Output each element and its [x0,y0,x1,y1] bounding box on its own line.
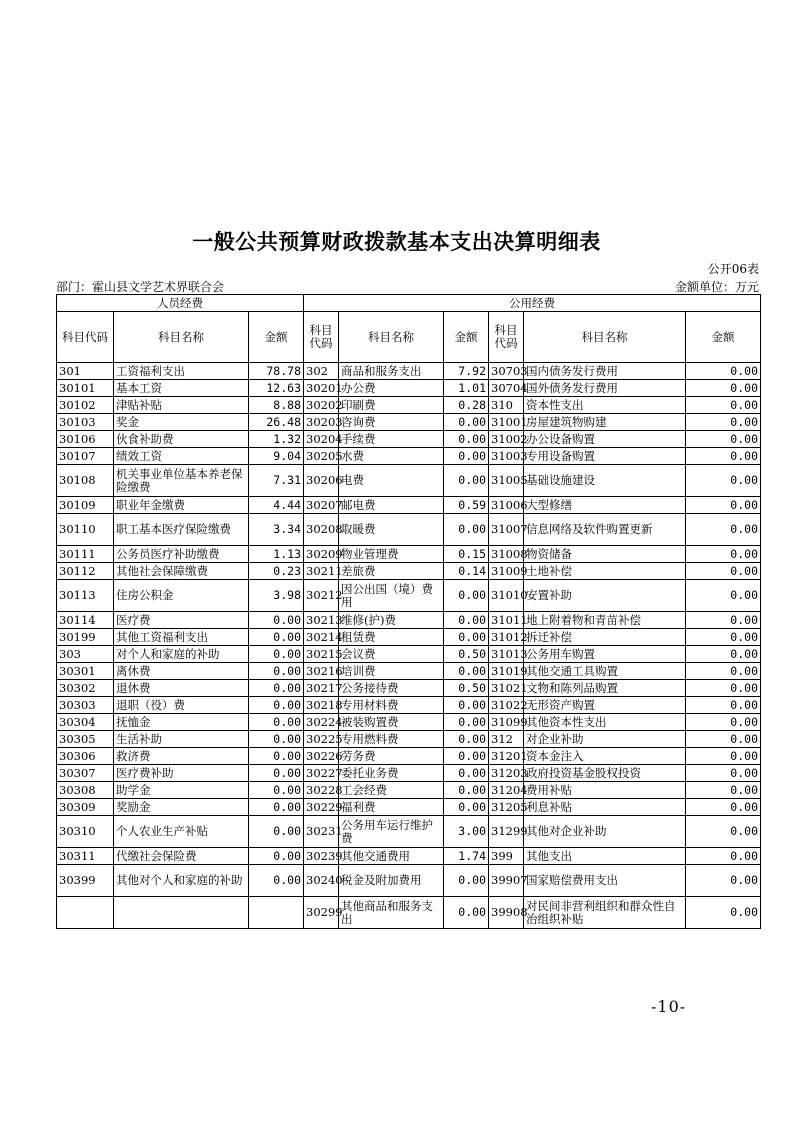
amount-cell: 0.00 [249,714,304,731]
amount-cell: 0.00 [686,465,761,497]
amount-cell: 0.00 [444,580,489,612]
amount-cell: 26.48 [249,414,304,431]
subject-code-cell: 30217 [304,680,339,697]
amount-column-header: 金额 [444,312,489,363]
subject-name-cell: 利息补贴 [524,799,686,816]
subject-name-cell: 信息网络及软件购置更新 [524,514,686,546]
department-label: 部门：霍山县文学艺术界联合会 [56,280,225,294]
amount-cell: 0.00 [444,714,489,731]
amount-cell: 0.00 [686,782,761,799]
code-column-header: 科目代码 [304,312,339,363]
subject-name-cell: 其他商品和服务支出 [339,897,444,929]
subject-name-cell [114,897,249,929]
subject-code-cell [57,897,114,929]
amount-cell: 12.63 [249,380,304,397]
subject-code-cell: 30209 [304,546,339,563]
subject-name-cell: 对企业补助 [524,731,686,748]
subject-code-cell: 30303 [57,697,114,714]
amount-cell: 0.23 [249,563,304,580]
amount-cell: 0.00 [686,580,761,612]
name-column-header: 科目名称 [339,312,444,363]
amount-cell: 1.74 [444,848,489,865]
subject-name-cell: 租赁费 [339,629,444,646]
subject-name-cell: 机关事业单位基本养老保险缴费 [114,465,249,497]
subject-name-cell: 邮电费 [339,497,444,514]
table-row [57,546,761,563]
subject-name-cell: 土地补偿 [524,563,686,580]
subject-code-cell: 30309 [57,799,114,816]
subject-name-cell: 福利费 [339,799,444,816]
subject-code-cell: 30308 [57,782,114,799]
table-row [57,629,761,646]
subject-code-cell: 31022 [489,697,524,714]
amount-cell: 0.00 [686,663,761,680]
table-row [57,465,761,497]
subject-code-cell: 30109 [57,497,114,514]
table-row [57,612,761,629]
subject-name-cell: 国内债务发行费用 [524,363,686,380]
page-title: 一般公共预算财政拨款基本支出决算明细表 [192,230,601,254]
amount-unit-label: 金额单位：万元 [674,280,759,294]
subject-name-cell: 住房公积金 [114,580,249,612]
subject-name-cell: 费用补贴 [524,782,686,799]
subject-code-cell: 312 [489,731,524,748]
subject-name-cell: 职业年金缴费 [114,497,249,514]
amount-cell: 78.78 [249,363,304,380]
table-row [57,680,761,697]
amount-cell: 0.00 [686,612,761,629]
subject-name-cell: 大型修缮 [524,497,686,514]
subject-code-cell: 30110 [57,514,114,546]
amount-cell: 0.00 [686,848,761,865]
amount-cell: 0.00 [686,497,761,514]
table-row [57,714,761,731]
subject-code-cell: 30113 [57,580,114,612]
amount-cell: 0.00 [444,697,489,714]
subject-name-cell: 因公出国（境）费用 [339,580,444,612]
subject-code-cell: 30305 [57,731,114,748]
subject-code-cell: 30212 [304,580,339,612]
subject-code-cell: 30229 [304,799,339,816]
subject-name-cell: 咨询费 [339,414,444,431]
subject-code-cell: 31019 [489,663,524,680]
subject-name-cell: 基本工资 [114,380,249,397]
subject-name-cell: 办公费 [339,380,444,397]
amount-cell: 0.00 [686,431,761,448]
subject-code-cell: 30199 [57,629,114,646]
subject-name-cell: 公务接待费 [339,680,444,697]
subject-code-cell: 30299 [304,897,339,929]
amount-column-header: 金额 [249,312,304,363]
table-row [57,897,761,929]
subject-name-cell: 离休费 [114,663,249,680]
amount-cell: 0.00 [444,731,489,748]
table-row [57,380,761,397]
subject-name-cell: 电费 [339,465,444,497]
amount-cell: 0.00 [249,848,304,865]
subject-name-cell: 奖金 [114,414,249,431]
amount-cell: 0.00 [249,782,304,799]
subject-name-cell: 专用材料费 [339,697,444,714]
table-row [57,731,761,748]
amount-cell: 0.00 [444,448,489,465]
subject-name-cell: 伙食补助费 [114,431,249,448]
subject-name-cell: 物业管理费 [339,546,444,563]
subject-name-cell: 委托业务费 [339,765,444,782]
subject-code-cell: 30108 [57,465,114,497]
table-row [57,448,761,465]
subject-code-cell: 30107 [57,448,114,465]
subject-code-cell: 30208 [304,514,339,546]
subject-name-cell: 救济费 [114,748,249,765]
subject-name-cell: 其他交通工具购置 [524,663,686,680]
subject-name-cell: 手续费 [339,431,444,448]
amount-cell: 0.00 [249,646,304,663]
amount-cell: 1.01 [444,380,489,397]
subject-name-cell: 助学金 [114,782,249,799]
subject-name-cell: 其他支出 [524,848,686,865]
subject-code-cell: 31201 [489,748,524,765]
amount-cell: 0.00 [249,629,304,646]
subject-code-cell: 30703 [489,363,524,380]
amount-cell: 0.00 [686,731,761,748]
name-column-header: 科目名称 [114,312,249,363]
subject-name-cell: 工资福利支出 [114,363,249,380]
amount-column-header: 金额 [686,312,761,363]
subject-code-cell: 30224 [304,714,339,731]
amount-cell: 0.50 [444,680,489,697]
amount-cell: 0.14 [444,563,489,580]
subject-code-cell: 31203 [489,765,524,782]
subject-code-cell: 30307 [57,765,114,782]
subject-name-cell: 其他社会保障缴费 [114,563,249,580]
subject-code-cell: 39907 [489,865,524,897]
subject-code-cell: 31001 [489,414,524,431]
subject-code-cell: 30102 [57,397,114,414]
subject-name-cell: 物资储备 [524,546,686,563]
subject-code-cell: 30202 [304,397,339,414]
subject-code-cell: 30213 [304,612,339,629]
subject-code-cell: 302 [304,363,339,380]
subject-name-cell: 绩效工资 [114,448,249,465]
amount-cell: 0.00 [686,414,761,431]
subject-name-cell: 基础设施建设 [524,465,686,497]
subject-name-cell: 资本金注入 [524,748,686,765]
table-row [57,514,761,546]
amount-cell: 0.00 [249,680,304,697]
amount-cell: 0.00 [444,799,489,816]
subject-name-cell: 其他交通费用 [339,848,444,865]
amount-cell: 4.44 [249,497,304,514]
subject-code-cell: 31010 [489,580,524,612]
subject-name-cell: 医疗费 [114,612,249,629]
subject-code-cell: 31011 [489,612,524,629]
amount-cell: 0.00 [686,563,761,580]
subject-name-cell: 劳务费 [339,748,444,765]
subject-name-cell: 公务用车运行维护费 [339,816,444,848]
amount-cell: 0.00 [686,897,761,929]
table-row [57,563,761,580]
amount-cell: 8.88 [249,397,304,414]
amount-cell: 0.00 [686,765,761,782]
subject-code-cell: 31299 [489,816,524,848]
form-number: 公开06表 [707,262,759,276]
amount-cell: 0.00 [444,414,489,431]
amount-cell: 0.00 [444,465,489,497]
subject-code-cell: 31013 [489,646,524,663]
amount-cell: 0.00 [686,748,761,765]
table-row [57,765,761,782]
amount-cell: 9.04 [249,448,304,465]
table-row [57,697,761,714]
amount-cell: 0.00 [444,748,489,765]
subject-code-cell: 31003 [489,448,524,465]
amount-cell: 0.00 [686,714,761,731]
amount-cell: 0.00 [686,697,761,714]
subject-name-cell: 退职（役）费 [114,697,249,714]
subject-code-cell: 30114 [57,612,114,629]
subject-code-cell: 31205 [489,799,524,816]
subject-code-cell: 30211 [304,563,339,580]
amount-cell: 0.00 [686,397,761,414]
subject-name-cell: 安置补助 [524,580,686,612]
amount-cell: 0.00 [686,514,761,546]
subject-code-cell: 31099 [489,714,524,731]
subject-code-cell: 301 [57,363,114,380]
amount-cell [249,897,304,929]
subject-name-cell: 拆迁补偿 [524,629,686,646]
table-row [57,646,761,663]
subject-code-cell: 31021 [489,680,524,697]
amount-cell: 0.28 [444,397,489,414]
amount-cell: 0.00 [249,748,304,765]
subject-name-cell: 无形资产购置 [524,697,686,714]
subject-code-cell: 30301 [57,663,114,680]
subject-name-cell: 印刷费 [339,397,444,414]
amount-cell: 7.31 [249,465,304,497]
subject-code-cell: 30302 [57,680,114,697]
subject-name-cell: 退休费 [114,680,249,697]
subject-name-cell: 资本性支出 [524,397,686,414]
subject-code-cell: 31012 [489,629,524,646]
subject-name-cell: 公务员医疗补助缴费 [114,546,249,563]
amount-cell: 0.15 [444,546,489,563]
subject-code-cell: 30205 [304,448,339,465]
subject-code-cell: 30240 [304,865,339,897]
subject-code-cell: 30310 [57,816,114,848]
subject-code-cell: 31007 [489,514,524,546]
amount-cell: 1.32 [249,431,304,448]
amount-cell: 0.00 [686,363,761,380]
amount-cell: 3.00 [444,816,489,848]
amount-cell: 1.13 [249,546,304,563]
subject-code-cell: 30103 [57,414,114,431]
subject-name-cell: 职工基本医疗保险缴费 [114,514,249,546]
subject-code-cell: 30206 [304,465,339,497]
subject-code-cell: 30306 [57,748,114,765]
amount-cell: 0.00 [686,865,761,897]
subject-code-cell: 30111 [57,546,114,563]
subject-code-cell: 30227 [304,765,339,782]
table-row [57,431,761,448]
subject-code-cell: 31009 [489,563,524,580]
subject-code-cell: 30225 [304,731,339,748]
table-row [57,497,761,514]
amount-cell: 0.00 [249,765,304,782]
amount-cell: 0.00 [249,799,304,816]
subject-code-cell: 30239 [304,848,339,865]
subject-name-cell: 培训费 [339,663,444,680]
amount-cell: 0.00 [686,816,761,848]
subject-code-cell: 30215 [304,646,339,663]
subject-name-cell: 代缴社会保险费 [114,848,249,865]
subject-name-cell: 津贴补贴 [114,397,249,414]
subject-name-cell: 奖励金 [114,799,249,816]
amount-cell: 0.00 [686,546,761,563]
name-column-header: 科目名称 [524,312,686,363]
subject-name-cell: 差旅费 [339,563,444,580]
amount-cell: 0.00 [686,448,761,465]
subject-code-cell: 30228 [304,782,339,799]
subject-name-cell: 对个人和家庭的补助 [114,646,249,663]
subject-name-cell: 公务用车购置 [524,646,686,663]
subject-name-cell: 国家赔偿费用支出 [524,865,686,897]
subject-name-cell: 其他资本性支出 [524,714,686,731]
subject-name-cell: 医疗费补助 [114,765,249,782]
amount-cell: 0.00 [444,663,489,680]
subject-name-cell: 被装购置费 [339,714,444,731]
table-row [57,580,761,612]
table-row [57,816,761,848]
amount-cell: 0.00 [686,799,761,816]
amount-cell: 0.00 [444,431,489,448]
subject-name-cell: 其他工资福利支出 [114,629,249,646]
subject-code-cell: 30226 [304,748,339,765]
subject-code-cell: 30218 [304,697,339,714]
amount-cell: 0.00 [686,646,761,663]
subject-code-cell: 30203 [304,414,339,431]
code-column-header: 科目代码 [57,312,114,363]
amount-cell: 0.00 [444,514,489,546]
subject-code-cell: 399 [489,848,524,865]
code-column-header: 科目代码 [489,312,524,363]
subject-name-cell: 专用燃料费 [339,731,444,748]
table-row [57,663,761,680]
amount-cell: 0.59 [444,497,489,514]
subject-code-cell: 30207 [304,497,339,514]
subject-name-cell: 文物和陈列品购置 [524,680,686,697]
amount-cell: 0.00 [249,816,304,848]
table-row [57,414,761,431]
subject-code-cell: 39908 [489,897,524,929]
subject-name-cell: 办公设备购置 [524,431,686,448]
subject-name-cell: 工会经费 [339,782,444,799]
subject-code-cell: 30204 [304,431,339,448]
amount-cell: 0.00 [444,782,489,799]
subject-name-cell: 税金及附加费用 [339,865,444,897]
subject-code-cell: 30214 [304,629,339,646]
subject-name-cell: 房屋建筑物购建 [524,414,686,431]
subject-code-cell: 30231 [304,816,339,848]
amount-cell: 0.00 [686,629,761,646]
table-row [57,865,761,897]
amount-cell: 0.00 [249,731,304,748]
personnel-expense-header: 人员经费 [57,295,304,312]
amount-cell: 0.50 [444,646,489,663]
table-row [57,782,761,799]
subject-name-cell: 抚恤金 [114,714,249,731]
page-number: -10- [651,997,687,1016]
subject-name-cell: 国外债务发行费用 [524,380,686,397]
subject-code-cell: 31008 [489,546,524,563]
subject-name-cell: 政府投资基金股权投资 [524,765,686,782]
subject-code-cell: 31204 [489,782,524,799]
subject-name-cell: 其他对企业补助 [524,816,686,848]
amount-cell: 0.00 [249,865,304,897]
amount-cell: 0.00 [444,612,489,629]
amount-cell: 0.00 [249,697,304,714]
amount-cell: 3.34 [249,514,304,546]
subject-name-cell: 会议费 [339,646,444,663]
subject-code-cell: 31006 [489,497,524,514]
subject-name-cell: 地上附着物和青苗补偿 [524,612,686,629]
subject-code-cell: 31005 [489,465,524,497]
table-row [57,848,761,865]
subject-code-cell: 30101 [57,380,114,397]
subject-name-cell: 生活补助 [114,731,249,748]
amount-cell: 0.00 [686,380,761,397]
subject-code-cell: 30399 [57,865,114,897]
subject-code-cell: 30106 [57,431,114,448]
subject-code-cell: 31002 [489,431,524,448]
subject-code-cell: 30216 [304,663,339,680]
table-row [57,397,761,414]
subject-code-cell: 310 [489,397,524,414]
table-row [57,363,761,380]
subject-name-cell: 其他对个人和家庭的补助 [114,865,249,897]
amount-cell: 0.00 [249,612,304,629]
amount-cell: 0.00 [686,680,761,697]
subject-name-cell: 对民间非营利组织和群众性自治组织补贴 [524,897,686,929]
subject-name-cell: 维修(护)费 [339,612,444,629]
subject-code-cell: 303 [57,646,114,663]
public-expense-header: 公用经费 [304,295,761,312]
amount-cell: 7.92 [444,363,489,380]
expenditure-table [56,294,761,929]
table-row [57,748,761,765]
subject-code-cell: 30201 [304,380,339,397]
subject-code-cell: 30311 [57,848,114,865]
subject-name-cell: 个人农业生产补贴 [114,816,249,848]
amount-cell: 3.98 [249,580,304,612]
table-row [57,799,761,816]
subject-code-cell: 30112 [57,563,114,580]
amount-cell: 0.00 [444,629,489,646]
amount-cell: 0.00 [444,765,489,782]
subject-name-cell: 专用设备购置 [524,448,686,465]
subject-code-cell: 30704 [489,380,524,397]
subject-name-cell: 商品和服务支出 [339,363,444,380]
amount-cell: 0.00 [249,663,304,680]
subject-name-cell: 取暖费 [339,514,444,546]
subject-code-cell: 30304 [57,714,114,731]
amount-cell: 0.00 [444,897,489,929]
amount-cell: 0.00 [444,865,489,897]
subject-name-cell: 水费 [339,448,444,465]
